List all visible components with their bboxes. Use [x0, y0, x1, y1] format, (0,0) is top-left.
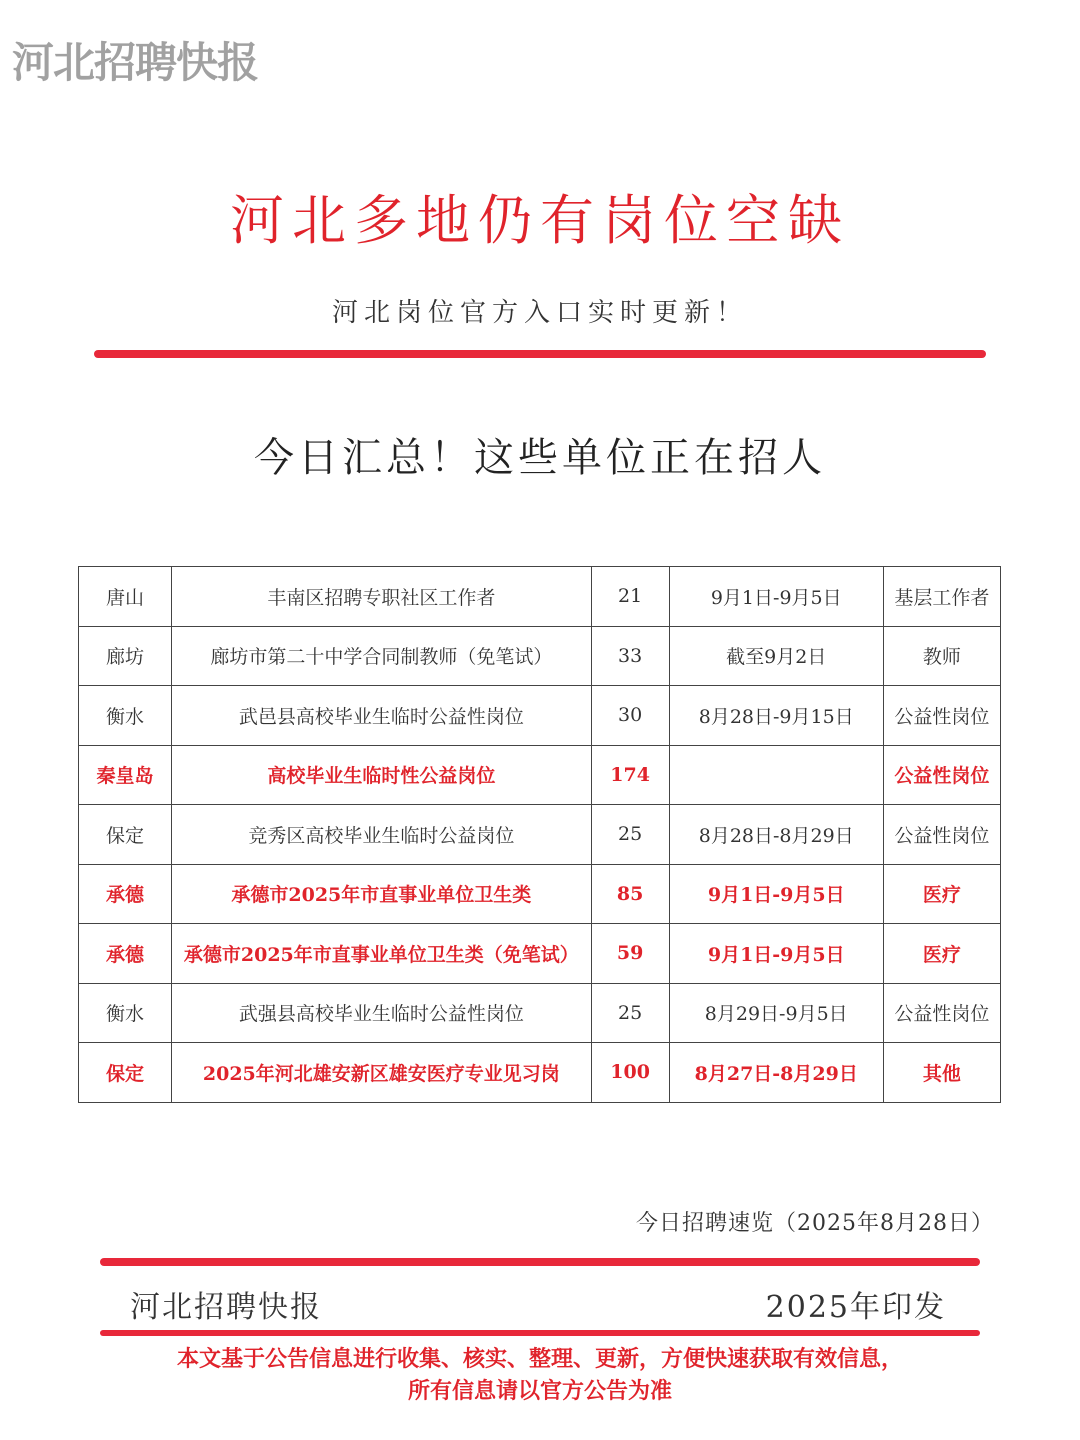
table-row	[79, 924, 1001, 984]
table-row	[79, 567, 1001, 627]
footer-year: 2025年印发	[765, 1290, 946, 1325]
cell-type: 基层工作者	[883, 567, 1000, 627]
cell-type: 教师	[883, 626, 1000, 686]
cell-count: 30	[591, 686, 669, 746]
cell-title: 廊坊市第二十中学合同制教师（免笔试）	[172, 626, 591, 686]
table-row	[79, 805, 1001, 865]
cell-date: 8月29日-9月5日	[669, 983, 883, 1043]
cell-count: 59	[591, 924, 669, 984]
cell-type: 医疗	[883, 924, 1000, 984]
cell-date	[669, 745, 883, 805]
disclaimer-line-1: 本文基于公告信息进行收集、核实、整理、更新，方便快速获取有效信息，	[176, 1347, 903, 1372]
date-note: 今日招聘速览（2025年8月28日）	[636, 1211, 994, 1236]
table-row	[79, 864, 1001, 924]
cell-count: 25	[591, 805, 669, 865]
cell-date: 9月1日-9月5日	[669, 924, 883, 984]
table-row	[79, 745, 1001, 805]
cell-city: 承德	[79, 924, 172, 984]
cell-title: 承德市2025年市直事业单位卫生类（免笔试）	[172, 924, 591, 984]
cell-date: 截至9月2日	[669, 626, 883, 686]
cell-date: 8月28日-8月29日	[669, 805, 883, 865]
section-heading: 今日汇总！这些单位正在招人	[254, 435, 826, 481]
cell-title: 丰南区招聘专职社区工作者	[172, 567, 591, 627]
divider-footer-top	[100, 1258, 980, 1266]
cell-date: 9月1日-9月5日	[669, 864, 883, 924]
cell-type: 医疗	[883, 864, 1000, 924]
cell-title: 武邑县高校毕业生临时公益性岗位	[172, 686, 591, 746]
divider-top	[94, 350, 986, 358]
page-title: 河北多地仍有岗位空缺	[230, 189, 850, 252]
table-row	[79, 983, 1001, 1043]
cell-type: 公益性岗位	[883, 745, 1000, 805]
cell-count: 174	[591, 745, 669, 805]
jobs-table-body	[79, 567, 1001, 1103]
cell-title: 高校毕业生临时性公益岗位	[172, 745, 591, 805]
cell-count: 33	[591, 626, 669, 686]
table-row	[79, 1043, 1001, 1103]
table-row	[79, 626, 1001, 686]
cell-title: 竞秀区高校毕业生临时公益岗位	[172, 805, 591, 865]
cell-city: 衡水	[79, 686, 172, 746]
cell-type: 公益性岗位	[883, 983, 1000, 1043]
cell-title: 武强县高校毕业生临时公益性岗位	[172, 983, 591, 1043]
divider-footer-bottom	[100, 1330, 980, 1336]
watermark-logo: 河北招聘快报	[12, 38, 259, 87]
footer-org: 河北招聘快报	[130, 1290, 322, 1325]
page-subtitle: 河北岗位官方入口实时更新！	[331, 298, 748, 328]
cell-type: 公益性岗位	[883, 686, 1000, 746]
cell-type: 公益性岗位	[883, 805, 1000, 865]
cell-city: 唐山	[79, 567, 172, 627]
cell-date: 8月27日-8月29日	[669, 1043, 883, 1103]
cell-count: 21	[591, 567, 669, 627]
cell-city: 承德	[79, 864, 172, 924]
disclaimer	[0, 1344, 1080, 1408]
cell-count: 100	[591, 1043, 669, 1103]
table-row	[79, 686, 1001, 746]
cell-title: 2025年河北雄安新区雄安医疗专业见习岗	[172, 1043, 591, 1103]
cell-date: 8月28日-9月15日	[669, 686, 883, 746]
cell-city: 保定	[79, 1043, 172, 1103]
cell-title: 承德市2025年市直事业单位卫生类	[172, 864, 591, 924]
cell-city: 保定	[79, 805, 172, 865]
disclaimer-line-2: 所有信息请以官方公告为准	[407, 1379, 672, 1404]
cell-count: 25	[591, 983, 669, 1043]
cell-date: 9月1日-9月5日	[669, 567, 883, 627]
cell-city: 秦皇岛	[79, 745, 172, 805]
cell-type: 其他	[883, 1043, 1000, 1103]
cell-city: 衡水	[79, 983, 172, 1043]
cell-count: 85	[591, 864, 669, 924]
cell-city: 廊坊	[79, 626, 172, 686]
jobs-table	[78, 566, 1001, 1103]
